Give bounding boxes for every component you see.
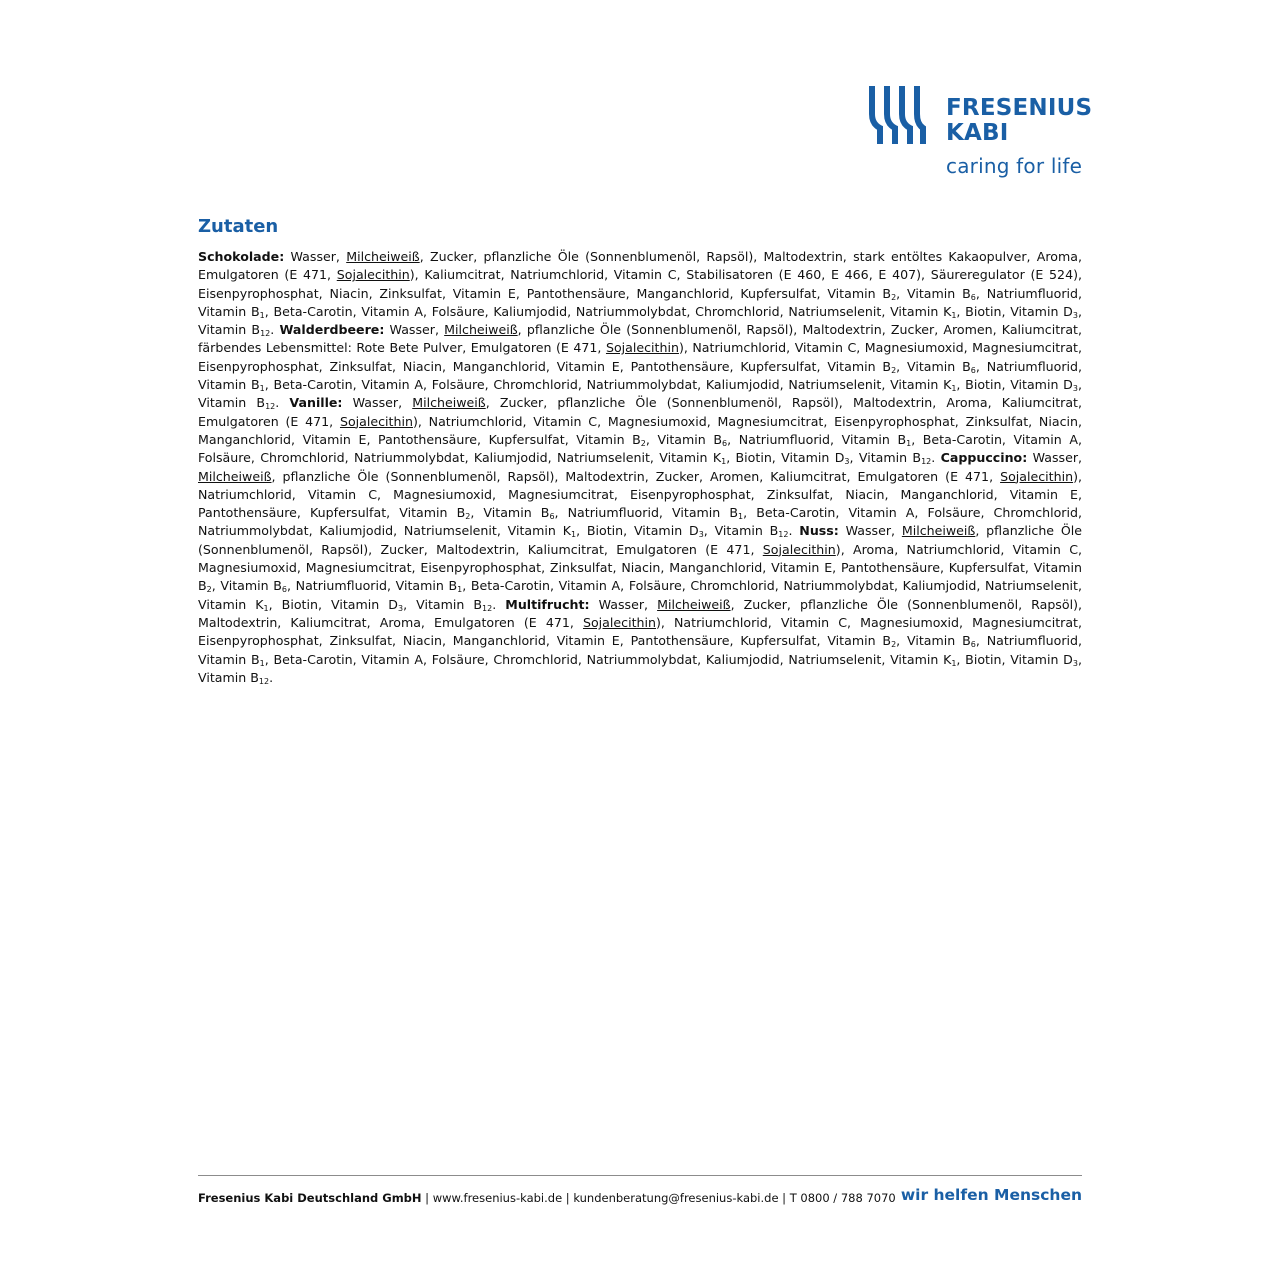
allergen-term: Sojalecithin [1000, 468, 1074, 484]
flavor-label: Nuss: [799, 523, 839, 539]
allergen-term: Milcheiweiß [412, 395, 486, 411]
page-title: Zutaten [198, 216, 279, 237]
footer-company: Fresenius Kabi Deutschland GmbH [198, 1191, 422, 1205]
allergen-term: Milcheiweiß [444, 322, 518, 338]
brand-tagline: caring for life [946, 154, 1083, 178]
brand-name-line2: KABI [946, 120, 1009, 146]
brand-name [946, 96, 1092, 146]
brand-name-line1: FRESENIUS [946, 95, 1093, 121]
allergen-term: Milcheiweiß [346, 249, 420, 264]
allergen-term: Sojalecithin [582, 614, 656, 630]
allergen-term: Sojalecithin [339, 413, 413, 429]
fresenius-kabi-logo-icon [868, 84, 926, 144]
allergen-term: Sojalecithin [336, 267, 410, 283]
allergen-term: Milcheiweiß [657, 596, 731, 612]
flavor-label: Vanille: [289, 395, 343, 411]
allergen-term: Sojalecithin [762, 541, 836, 557]
flavor-label: Multifrucht: [505, 596, 590, 612]
ingredients-paragraph: Schokolade: Wasser, Milcheiweiß, Zucker, pflanzliche Öle (Sonnenblumenöl, Rapsöl), Maltodextrin, stark entöltes Kakaopulver, Aroma, Emulgatoren (E 471, Sojalecithin), Kaliumcitrat, Natriumchlorid, Vitamin C, Stabilisatoren (E 460, E 466, E 407), Säureregulator (E 524), Eisenpyrophosphat, Niacin, Zinksulfat, Vitamin E, Pantothensäure, Manganchlorid, Kupfersulfat, Vitamin $B_2$, Vitamin $B_6$, Natriumfluorid, Vitamin $B_1$, Beta-Carotin, Vitamin A, Folsäure, Kaliumjodid, Natriummolybdat, Chromchlorid, Natriumselenit, Vitamin $K_1$, Biotin, Vitamin $D_3$, Vitamin $B_{12}$. Walderdbeere: Wasser, Milcheiweiß, pflanzliche Öle (Sonnenblumenöl, Rapsöl), Maltodextrin, Zucker, Aromen, Kaliumcitrat, färbendes Lebensmittel: Rote Bete Pulver, Emulgatoren (E 471, Sojalecithin), Natriumchlorid, Vitamin C, Magnesiumoxid, Magnesiumcitrat, Eisenpyrophosphat, Zinksulfat, Niacin, Manganchlorid, Vitamin E, Pantothensäure, Kupfersulfat, Vitamin $B_2$, Vitamin $B_6$, Natriumfluorid, Vitamin $B_1$, Beta-Carotin, Vitamin A, Folsäure, Chromchlorid, Natriummolybdat, Kaliumjodid, Natriumselenit, Vitamin $K_1$, Biotin, Vitamin $D_3$, Vitamin $B_{12}$. Vanille: Wasser, Milcheiweiß, Zucker, pflanzliche Öle (Sonnenblumenöl, Rapsöl), Maltodextrin, Aroma, Kaliumcitrat, Emulgatoren (E 471, Sojalecithin), Natriumchlorid, Vitamin C, Magnesiumoxid, Magnesiumcitrat, Eisenpyrophosphat, Zinksulfat, Niacin, Manganchlorid, Vitamin E, Pantothensäure, Kupfersulfat, Vitamin $B_2$, Vitamin $B_6$, Natriumfluorid, Vitamin $B_1$, Beta-Carotin, Vitamin A, Folsäure, Chromchlorid, Natriummolybdat, Kaliumjodid, Natriumselenit, Vitamin $K_1$, Biotin, Vitamin $D_3$, Vitamin $B_{12}$. Cappuccino: Wasser, Milcheiweiß, pflanzliche Öle (Sonnenblumenöl, Rapsöl), Maltodextrin, Zucker, Aromen, Kaliumcitrat, Emulgatoren (E 471, Sojalecithin), Natriumchlorid, Vitamin C, Magnesiumoxid, Magnesiumcitrat, Eisenpyrophosphat, Zinksulfat, Niacin, Manganchlorid, Vitamin E, Pantothensäure, Kupfersulfat, Vitamin $B_2$, Vitamin $B_6$, Natriumfluorid, Vitamin $B_1$, Beta-Carotin, Vitamin A, Folsäure, Chromchlorid, Natriummolybdat, Kaliumjodid, Natriumselenit, Vitamin $K_1$, Biotin, Vitamin $D_3$, Vitamin $B_{12}$. Nuss: Wasser, Milcheiweiß, pflanzliche Öle (Sonnenblumenöl, Rapsöl), Zucker, Maltodextrin, Kaliumcitrat, Emulgatoren (E 471, Sojalecithin), Aroma, Natriumchlorid, Vitamin C, Magnesiumoxid, Magnesiumcitrat, Eisenpyrophosphat, Zinksulfat, Niacin, Manganchlorid, Vitamin E, Pantothensäure, Kupfersulfat, Vitamin $B_2$, Vitamin $B_6$, Natriumfluorid, Vitamin $B_1$, Beta-Carotin, Vitamin A, Folsäure, Chromchlorid, Natriummolybdat, Kaliumjodid, Natriumselenit, Vitamin $K_1$, Biotin, Vitamin $D_3$, Vitamin $B_{12}$. Multifrucht: Wasser, Milcheiweiß, Zucker, pflanzliche Öle (Sonnenblumenöl, Rapsöl), Maltodextrin, Kaliumcitrat, Aroma, Emulgatoren (E 471, Sojalecithin), Natriumchlorid, Vitamin C, Magnesiumoxid, Magnesiumcitrat, Eisenpyrophosphat, Zinksulfat, Niacin, Manganchlorid, Vitamin E, Pantothensäure, Kupfersulfat, Vitamin $B_2$, Vitamin $B_6$, Natriumfluorid, Vitamin $B_1$, Beta-Carotin, Vitamin A, Folsäure, Chromchlorid, Natriummolybdat, Kaliumjodid, Natriumselenit, Vitamin $K_1$, Biotin, Vitamin $D_3$, Vitamin $B_{12}$. [198, 249, 1083, 686]
allergen-term: Milcheiweiß [198, 468, 272, 484]
footer-divider [198, 1175, 1082, 1176]
footer-contact [198, 1191, 896, 1205]
footer-contact-details: | www.fresenius-kabi.de | kundenberatung@fresenius-kabi.de | T 0800 / 788 7070 [421, 1191, 896, 1205]
footer-slogan: wir helfen Menschen [900, 1186, 1082, 1204]
flavor-label: Cappuccino: [940, 450, 1028, 466]
allergen-term: Sojalecithin [605, 340, 679, 356]
flavor-label: Schokolade: [198, 249, 285, 264]
brand-logo [868, 84, 1093, 184]
flavor-label: Walderdbeere: [279, 322, 385, 338]
allergen-term: Milcheiweiß [901, 523, 976, 539]
